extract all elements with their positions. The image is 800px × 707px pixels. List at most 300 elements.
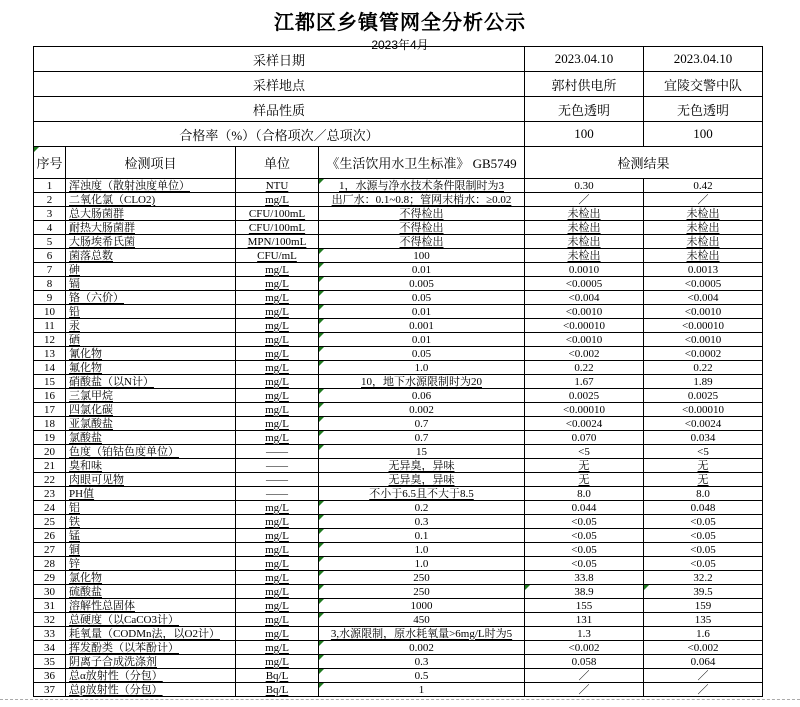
table-row (34, 543, 763, 557)
cell-result-2-text: ／ (697, 193, 709, 206)
cell-result-1-text: 未检出 (567, 207, 601, 220)
info-label-text: 样品性质 (253, 102, 306, 118)
info-value-2-text: 100 (693, 126, 713, 141)
cell-result-1 (525, 683, 644, 697)
text-flag-icon (319, 543, 324, 548)
cell-item (66, 333, 236, 347)
info-label (34, 97, 525, 122)
text-flag-icon (34, 147, 39, 152)
cell-result-2-text: 1.6 (696, 627, 710, 640)
cell-result-1-text: 1.3 (577, 627, 591, 640)
cell-standard (319, 571, 525, 585)
cell-standard-text: 0.002 (409, 403, 434, 416)
cell-no (34, 249, 66, 263)
cell-no-text: 36 (44, 669, 55, 682)
cell-no-text: 5 (46, 235, 53, 248)
cell-result-1-text: <0.004 (568, 291, 600, 304)
cell-result-2-text: 未检出 (686, 207, 720, 220)
cell-no-text: 9 (46, 291, 53, 304)
table-row (34, 431, 763, 445)
cell-standard (319, 333, 525, 347)
cell-no-text: 19 (44, 431, 55, 444)
table-row (34, 669, 763, 683)
cell-unit (236, 613, 319, 627)
cell-no-text: 16 (44, 389, 55, 402)
cell-no (34, 207, 66, 221)
cell-item-text: 镉 (69, 277, 80, 290)
page-title: 江都区乡镇管网全分析公示 (274, 12, 526, 34)
cell-item (66, 529, 236, 543)
cell-item-text: 汞 (69, 319, 80, 332)
cell-unit-text: mg/L (265, 361, 289, 374)
cell-unit-text: CFU/100mL (248, 207, 306, 220)
table-row (34, 193, 763, 207)
cell-standard-text: 无异臭，异味 (388, 459, 455, 472)
cell-standard-text: 15 (416, 445, 427, 458)
text-flag-icon (319, 305, 324, 310)
cell-result-1-text: <0.00010 (563, 403, 605, 416)
cell-result-2 (644, 459, 763, 473)
cell-unit (236, 389, 319, 403)
cell-result-1 (525, 515, 644, 529)
text-flag-icon (319, 403, 324, 408)
text-flag-icon (319, 557, 324, 562)
cell-standard-text: 0.3 (414, 655, 429, 668)
cell-result-2-text: <0.0010 (684, 333, 722, 346)
cell-result-2 (644, 543, 763, 557)
cell-result-1 (525, 263, 644, 277)
cell-result-1 (525, 543, 644, 557)
cell-standard-text: 3,水源限制，原水耗氧量>6mg/L时为5 (330, 627, 513, 640)
cell-standard (319, 193, 525, 207)
cell-no (34, 571, 66, 585)
report-month: 2023年4月 (371, 38, 429, 52)
cell-no (34, 473, 66, 487)
cell-unit-text: mg/L (265, 571, 289, 584)
cell-result-2 (644, 193, 763, 207)
cell-unit (236, 305, 319, 319)
cell-result-1-text: 0.0025 (568, 389, 600, 402)
table-row (34, 683, 763, 697)
cell-unit-text: mg/L (265, 375, 289, 388)
cell-standard-text: 1.0 (414, 361, 429, 374)
cell-no (34, 389, 66, 403)
cell-unit (236, 543, 319, 557)
cell-result-2 (644, 445, 763, 459)
cell-item (66, 263, 236, 277)
cell-standard (319, 613, 525, 627)
cell-result-1 (525, 613, 644, 627)
cell-unit (236, 361, 319, 375)
cell-result-2-text: 1.89 (693, 375, 713, 388)
cell-unit (236, 473, 319, 487)
cell-result-1-text: <0.0005 (565, 277, 603, 290)
cell-no-text: 21 (44, 459, 55, 472)
cell-standard (319, 473, 525, 487)
cell-result-1 (525, 557, 644, 571)
text-flag-icon (319, 277, 324, 282)
cell-standard-text: 100 (413, 249, 430, 262)
cell-unit-text: NTU (265, 179, 289, 192)
cell-item (66, 599, 236, 613)
cell-result-1 (525, 655, 644, 669)
cell-item (66, 291, 236, 305)
table-row (34, 361, 763, 375)
cell-standard (319, 403, 525, 417)
cell-item (66, 277, 236, 291)
cell-unit (236, 375, 319, 389)
text-flag-icon (319, 417, 324, 422)
cell-no-text: 11 (44, 319, 55, 332)
cell-result-2-text: <0.0002 (684, 347, 722, 360)
cell-standard (319, 347, 525, 361)
cell-result-2 (644, 431, 763, 445)
cell-item-text: 二氧化氯（CLO2) (69, 193, 156, 206)
cell-item (66, 347, 236, 361)
cell-result-1 (525, 207, 644, 221)
cell-no-text: 24 (44, 501, 55, 514)
table-row (34, 613, 763, 627)
cell-no-text: 23 (44, 487, 55, 500)
cell-no (34, 641, 66, 655)
cell-no-text: 18 (44, 417, 55, 430)
cell-unit (236, 193, 319, 207)
cell-standard (319, 515, 525, 529)
text-flag-icon (525, 585, 530, 590)
cell-item-text: PH值 (69, 487, 95, 500)
cell-result-1-text: 0.070 (571, 431, 597, 444)
cell-result-1 (525, 319, 644, 333)
cell-unit (236, 599, 319, 613)
table-row (34, 487, 763, 501)
table-row (34, 641, 763, 655)
cell-item-text: 耗氧量（CODMn法，以O2计） (69, 627, 220, 640)
cell-no (34, 235, 66, 249)
cell-item-text: 铜 (69, 543, 80, 556)
cell-result-2 (644, 557, 763, 571)
cell-standard (319, 669, 525, 683)
cell-result-1 (525, 669, 644, 683)
cell-standard-text: 0.005 (409, 277, 434, 290)
cell-unit (236, 459, 319, 473)
cell-result-1 (525, 333, 644, 347)
cell-result-2 (644, 655, 763, 669)
table-row (34, 529, 763, 543)
cell-item-text: 氰化物 (69, 347, 102, 360)
cell-no-text: 2 (46, 193, 53, 206)
cell-result-2-text: 8.0 (696, 487, 710, 500)
cell-standard (319, 557, 525, 571)
cell-item-text: 锌 (69, 557, 80, 570)
table-row (34, 627, 763, 641)
cell-no-text: 31 (44, 599, 55, 612)
cell-result-1-text: 未检出 (567, 249, 601, 262)
header-no (34, 147, 66, 179)
cell-result-1-text: <0.0010 (565, 333, 603, 346)
cell-no (34, 515, 66, 529)
cell-result-1 (525, 459, 644, 473)
cell-no-text: 35 (44, 655, 55, 668)
cell-no (34, 193, 66, 207)
cell-result-1 (525, 627, 644, 641)
cell-result-1-text: 38.9 (574, 585, 594, 598)
table-row (34, 319, 763, 333)
text-flag-icon (319, 319, 324, 324)
text-flag-icon (319, 389, 324, 394)
cell-result-1-text: 无 (578, 459, 590, 472)
cell-result-2 (644, 361, 763, 375)
cell-no (34, 627, 66, 641)
cell-result-2 (644, 389, 763, 403)
cell-item (66, 655, 236, 669)
cell-standard-text: 0.001 (409, 319, 434, 332)
cell-unit (236, 669, 319, 683)
cell-result-1 (525, 529, 644, 543)
cell-result-2 (644, 235, 763, 249)
cell-unit-text: mg/L (265, 277, 289, 290)
cell-result-2-text: 159 (694, 599, 712, 612)
text-flag-icon (644, 585, 649, 590)
cell-no-text: 17 (44, 403, 55, 416)
cell-item (66, 221, 236, 235)
cell-result-1-text: <0.0010 (565, 305, 603, 318)
cell-result-1-text: 155 (575, 599, 593, 612)
cell-unit (236, 445, 319, 459)
table-row (34, 249, 763, 263)
cell-item-text: 亚氯酸盐 (69, 417, 113, 430)
cell-unit-text: —— (266, 487, 288, 500)
cell-result-2-text: 未检出 (686, 221, 720, 234)
cell-result-1 (525, 361, 644, 375)
cell-item-text: 色度（铂钴色度单位） (69, 445, 179, 458)
cell-unit (236, 347, 319, 361)
cell-standard-text: 0.05 (411, 291, 432, 304)
cell-standard (319, 417, 525, 431)
cell-item-text: 菌落总数 (69, 249, 113, 262)
cell-standard-text: 1 (418, 683, 425, 696)
cell-standard (319, 585, 525, 599)
text-flag-icon (319, 179, 324, 184)
cell-result-2-text: 无 (697, 459, 709, 472)
cell-item (66, 417, 236, 431)
cell-result-2 (644, 221, 763, 235)
cell-result-2 (644, 263, 763, 277)
cell-result-2-text: <0.002 (687, 641, 719, 654)
header-item (66, 147, 236, 179)
cell-result-1 (525, 277, 644, 291)
cell-result-2-text: <0.0005 (684, 277, 722, 290)
cell-result-1 (525, 403, 644, 417)
cell-result-2-text: 0.22 (693, 361, 713, 374)
cell-item (66, 361, 236, 375)
cell-item-text: 总大肠菌群 (69, 207, 124, 220)
cell-no (34, 655, 66, 669)
cell-item (66, 613, 236, 627)
cell-result-2-text: <0.05 (690, 529, 716, 542)
cell-result-1-text: 0.044 (571, 501, 597, 514)
text-flag-icon (319, 361, 324, 366)
cell-item-text: 溶解性总固体 (69, 599, 135, 612)
cell-result-1-text: ／ (578, 683, 590, 696)
cell-result-2-text: 无 (697, 473, 709, 486)
header-result (525, 147, 763, 179)
table-row (34, 445, 763, 459)
cell-item (66, 403, 236, 417)
cell-result-2 (644, 417, 763, 431)
cell-result-1 (525, 501, 644, 515)
cell-item (66, 249, 236, 263)
table-row (34, 263, 763, 277)
info-value-1-text: 无色透明 (558, 102, 611, 118)
info-row-3 (34, 97, 763, 122)
cell-no-text: 10 (44, 305, 55, 318)
cell-result-1 (525, 235, 644, 249)
cell-item (66, 501, 236, 515)
cell-unit-text: Bq/L (265, 669, 289, 682)
cell-result-1-text: 0.058 (571, 655, 597, 668)
table-row (34, 655, 763, 669)
cell-result-2-text: 0.42 (693, 179, 713, 192)
cell-unit-text: mg/L (265, 305, 289, 318)
cell-result-1-text: 未检出 (567, 221, 601, 234)
info-label (34, 47, 525, 72)
info-value-1-text: 2023.04.10 (554, 51, 614, 66)
cell-no-text: 25 (44, 515, 55, 528)
cell-unit (236, 403, 319, 417)
cell-unit-text: mg/L (265, 613, 289, 626)
cell-result-2-text: 未检出 (686, 235, 720, 248)
cell-unit (236, 683, 319, 697)
cell-standard-text: 250 (413, 571, 430, 584)
cell-unit-text: mg/L (265, 319, 289, 332)
cell-result-2-text: <5 (697, 445, 709, 458)
cell-unit-text: MPN/100mL (247, 235, 307, 248)
cell-standard-text: 不得检出 (399, 235, 444, 248)
cell-no-text: 28 (44, 557, 55, 570)
cell-result-1-text: <0.0024 (565, 417, 603, 430)
cell-item-text: 总α放射性（分包） (69, 669, 163, 682)
cell-result-2-text: <0.00010 (682, 319, 724, 332)
cell-unit-text: mg/L (265, 641, 289, 654)
cell-result-1-text: <0.00010 (563, 319, 605, 332)
cell-unit-text: mg/L (265, 389, 289, 402)
cell-standard (319, 683, 525, 697)
cell-result-1-text: 131 (575, 613, 593, 626)
cell-result-2 (644, 473, 763, 487)
column-header-row (34, 147, 763, 179)
cell-no (34, 557, 66, 571)
cell-item (66, 543, 236, 557)
cell-result-2 (644, 627, 763, 641)
cell-standard-text: 不得检出 (399, 221, 444, 234)
info-value-2-text: 无色透明 (677, 102, 730, 118)
table-row (34, 515, 763, 529)
table-row (34, 207, 763, 221)
cell-result-2-text: 0.034 (690, 431, 716, 444)
header-unit-text: 单位 (263, 156, 290, 171)
cell-result-2 (644, 305, 763, 319)
cell-no-text: 1 (46, 179, 53, 192)
cell-unit-text: Bq/L (265, 683, 289, 696)
cell-result-1-text: <0.05 (571, 543, 597, 556)
cell-result-1-text: 0.30 (574, 179, 594, 192)
cell-standard (319, 249, 525, 263)
cell-unit-text: mg/L (265, 543, 289, 556)
table-row (34, 557, 763, 571)
cell-unit-text: mg/L (265, 193, 289, 206)
info-label-text: 采样地点 (253, 77, 306, 93)
cell-unit-text: CFU/100mL (248, 221, 306, 234)
cell-unit-text: mg/L (265, 263, 289, 276)
cell-unit (236, 263, 319, 277)
cell-no-text: 37 (44, 683, 55, 696)
cell-result-1 (525, 347, 644, 361)
cell-standard-text: 0.1 (414, 529, 429, 542)
table-row (34, 389, 763, 403)
cell-item-text: 铅 (69, 305, 80, 318)
text-flag-icon (319, 571, 324, 576)
text-flag-icon (319, 249, 324, 254)
cell-result-1 (525, 487, 644, 501)
cell-no (34, 431, 66, 445)
table-row (34, 333, 763, 347)
cell-no (34, 375, 66, 389)
cell-result-2 (644, 529, 763, 543)
cell-standard-text: 0.2 (414, 501, 429, 514)
cell-result-2-text: <0.0024 (684, 417, 722, 430)
cell-unit-text: mg/L (265, 403, 289, 416)
info-row-2 (34, 72, 763, 97)
cell-standard-text: 1.0 (414, 543, 429, 556)
cell-no (34, 347, 66, 361)
cell-item (66, 627, 236, 641)
cell-result-2 (644, 347, 763, 361)
cell-unit (236, 277, 319, 291)
cell-no-text: 22 (44, 473, 55, 486)
text-flag-icon (319, 529, 324, 534)
cell-no (34, 417, 66, 431)
table-row (34, 571, 763, 585)
cell-standard (319, 179, 525, 193)
cell-unit (236, 501, 319, 515)
cell-item-text: 总硬度（以CaCO3计） (69, 613, 179, 626)
cell-standard (319, 641, 525, 655)
info-value-2 (644, 122, 763, 147)
cell-no (34, 445, 66, 459)
info-value-1 (525, 122, 644, 147)
cell-no (34, 669, 66, 683)
table-row (34, 501, 763, 515)
cell-result-2 (644, 683, 763, 697)
cell-item (66, 557, 236, 571)
cell-item (66, 389, 236, 403)
cell-item-text: 三氯甲烷 (69, 389, 113, 402)
cell-result-1-text: 0.22 (574, 361, 594, 374)
cell-unit (236, 557, 319, 571)
cell-unit (236, 431, 319, 445)
cell-no (34, 487, 66, 501)
cell-unit (236, 585, 319, 599)
text-flag-icon (319, 515, 324, 520)
cell-item (66, 487, 236, 501)
cell-item (66, 305, 236, 319)
cell-result-2 (644, 599, 763, 613)
cell-item-text: 氯酸盐 (69, 431, 102, 444)
table-row (34, 291, 763, 305)
cell-item-text: 肉眼可见物 (69, 473, 124, 486)
cell-result-2 (644, 333, 763, 347)
header-standard (319, 147, 525, 179)
